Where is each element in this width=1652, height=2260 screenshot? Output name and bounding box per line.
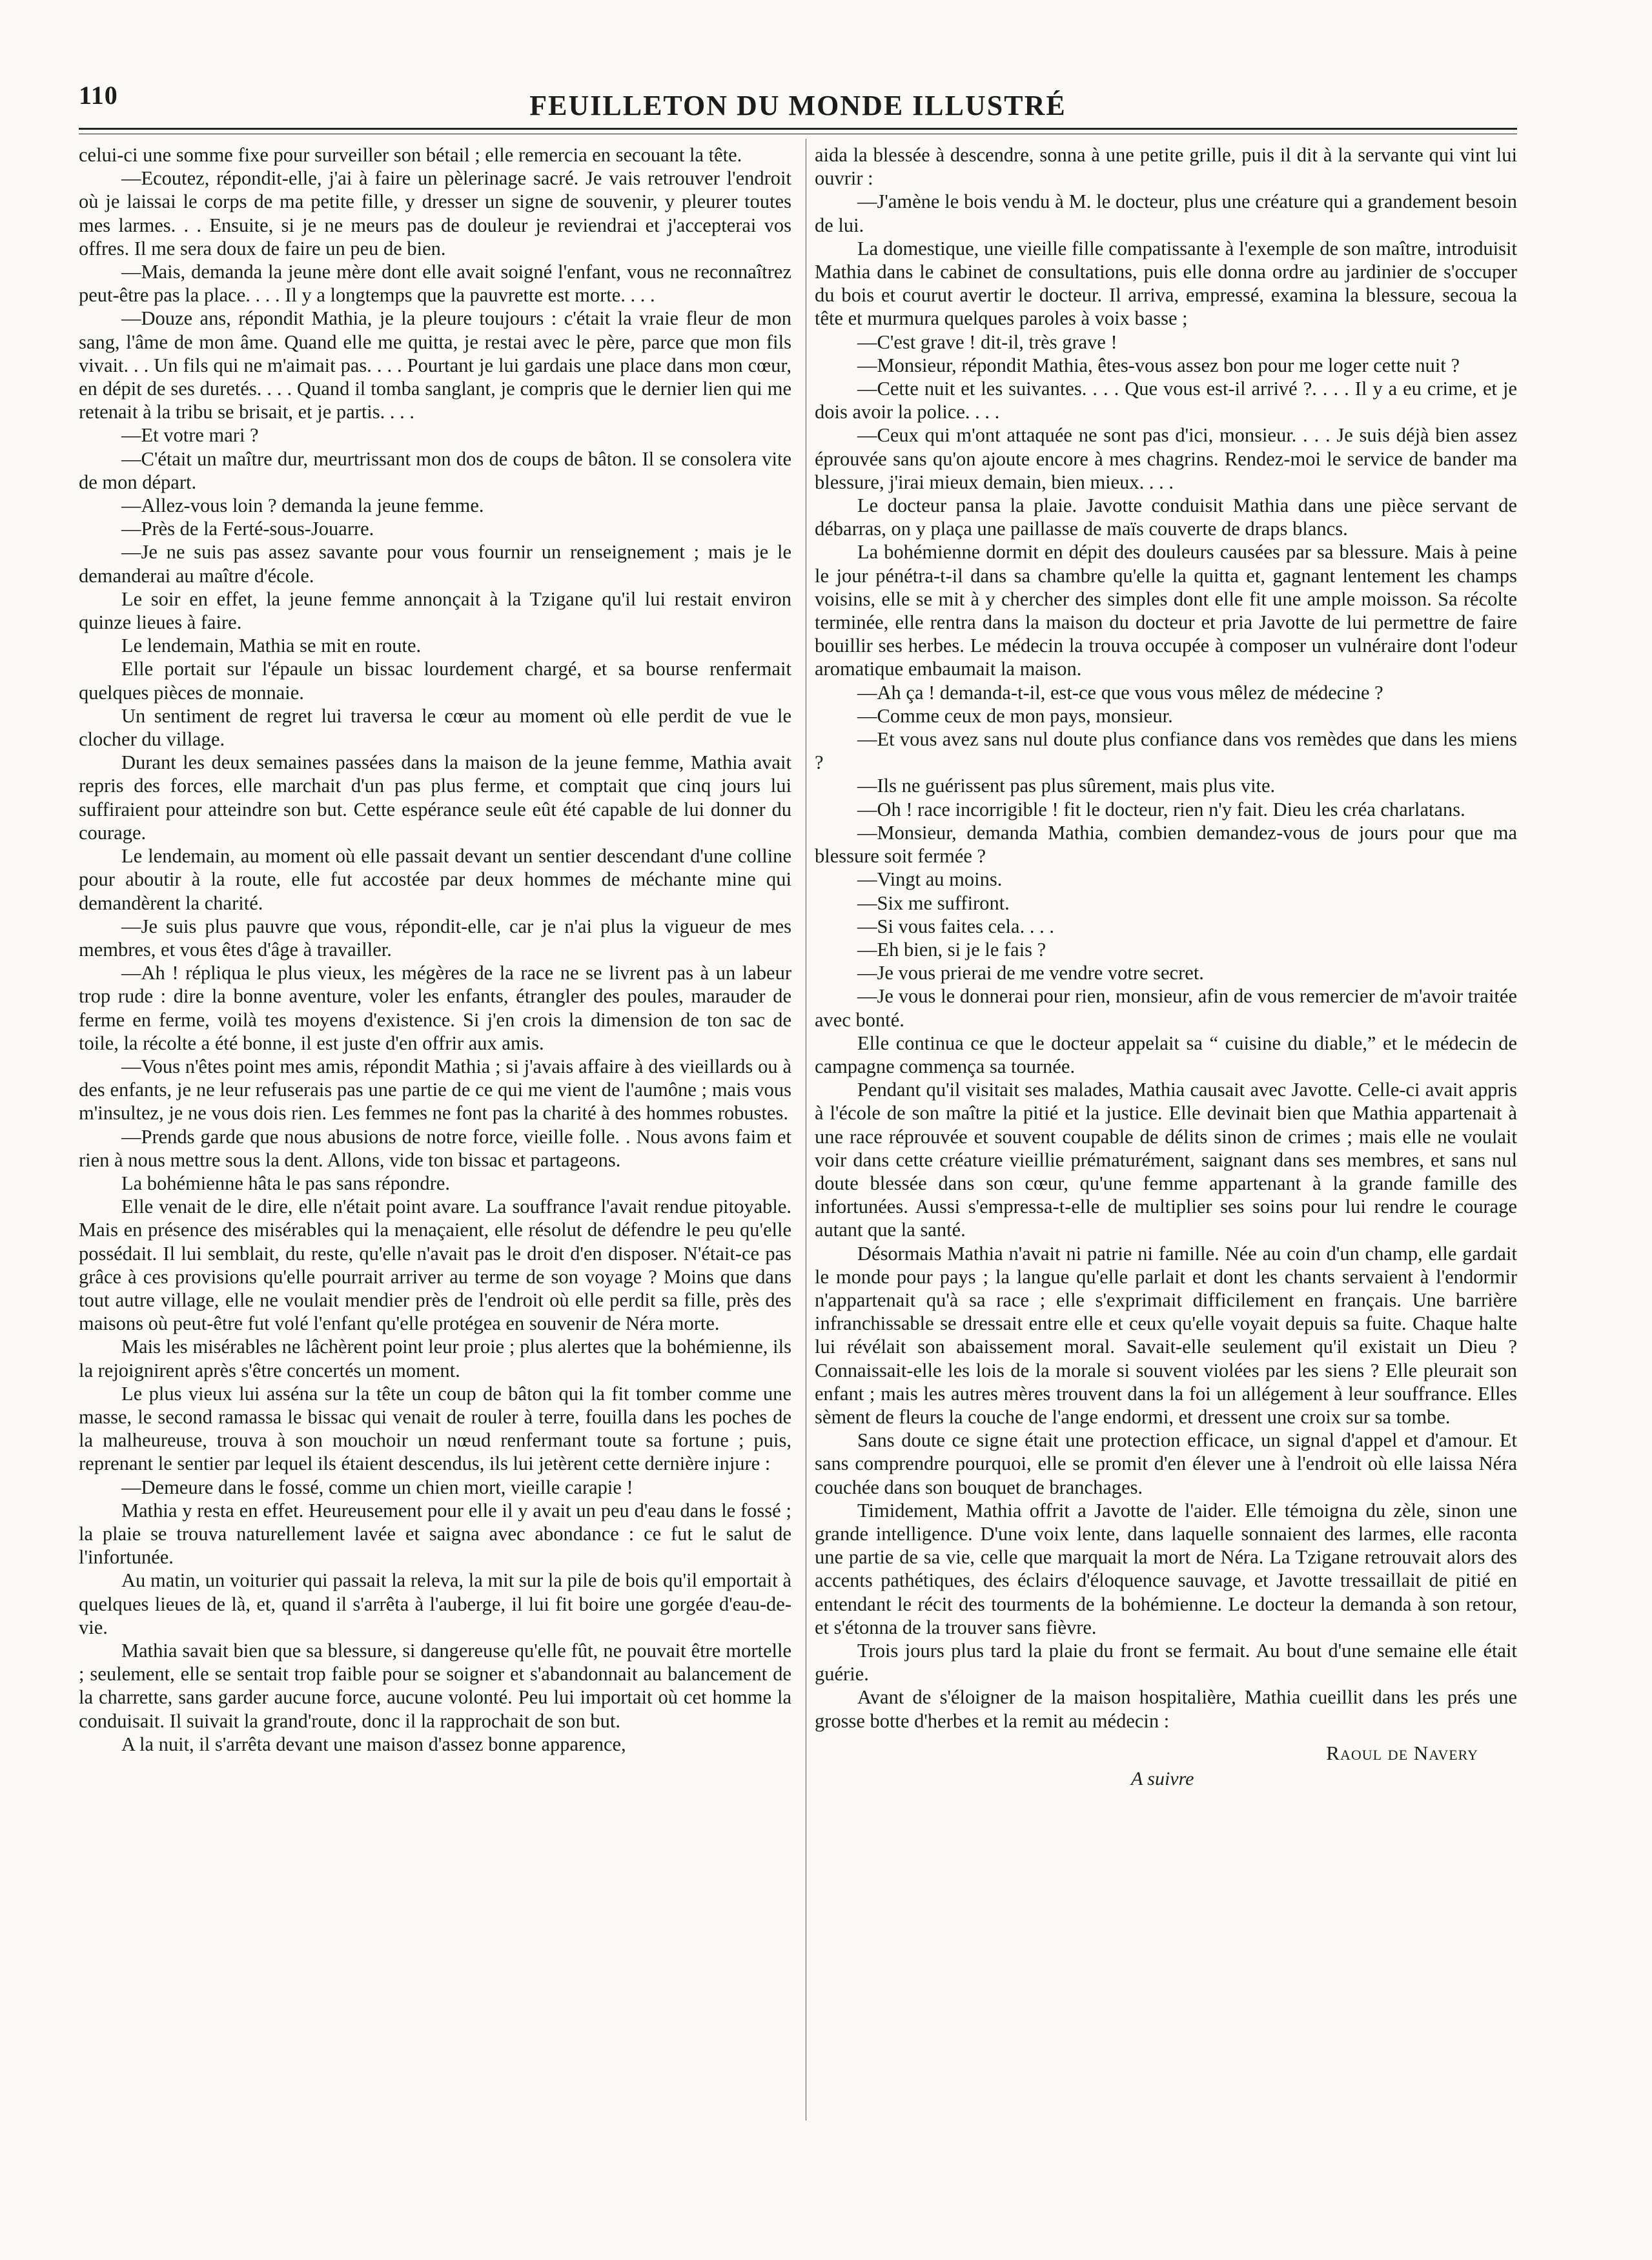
paragraph: Elle continua ce que le docteur appelait sa “ cuisine du diable,” et le médecin de campagne commença sa tournée. xyxy=(815,1032,1517,1077)
paragraph: —Monsieur, répondit Mathia, êtes-vous assez bon pour me loger cette nuit ? xyxy=(857,354,1460,376)
paragraph: Le docteur pansa la plaie. Javotte conduisit Mathia dans une pièce servant de débarras, on y plaça une paillasse de maïs couverte de draps blancs. xyxy=(815,494,1517,540)
paragraph: Un sentiment de regret lui traversa le cœur au moment où elle perdit de vue le clocher du village. xyxy=(79,704,791,751)
paragraph: —Et vous avez sans nul doute plus confiance dans vos remèdes que dans les miens ? xyxy=(815,728,1517,774)
paragraph: celui-ci une somme fixe pour surveiller son bétail ; elle remercia en secouant la tête. xyxy=(79,144,742,166)
paragraph: —Prends garde que nous abusions de notre force, vieille folle. . Nous avons faim et rien à nous mettre sous la dent. Allons, vide ton bissac et partageons. xyxy=(79,1125,791,1171)
paragraph: —Ah ça ! demanda-t-il, est-ce que vous vous mêlez de médecine ? xyxy=(857,681,1383,704)
paragraph: —J'amène le bois vendu à M. le docteur, plus une créature qui a grandement besoin de lui. xyxy=(815,190,1517,236)
paragraph: Mais les misérables ne lâchèrent point leur proie ; plus alertes que la bohémienne, ils la rejoignirent après s'être concertés un moment. xyxy=(79,1336,791,1381)
paragraph: Elle venait de le dire, elle n'était point avare. La souffrance l'avait rendue pitoyable. Mais en présence des misérables qui la menaçaient, elle résolut de défendre le peu qu'elle possédait. Il lui semblait, du reste, qu'elle n'avait pas le droit d'en disposer. N'était-ce pas grâce à ces provisions qu'elle pourrait arriver au terme de son voyage ? Moins que dans tout autre village, elle ne voulait mendier près de l'endroit où elle perdit sa fille, près des maisons où peut-être fut volé l'enfant qu'elle protégea en souvenir de Néra morte. xyxy=(79,1196,791,1335)
signoff xyxy=(815,1742,1517,1793)
paragraph: —Oh ! race incorrigible ! fit le docteur, rien n'y fait. Dieu les créa charlatans. xyxy=(857,798,1465,820)
paragraph: —C'est grave ! dit-il, très grave ! xyxy=(857,331,1117,353)
paragraph: La bohémienne hâta le pas sans répondre. xyxy=(121,1172,450,1194)
paragraph: Mathia y resta en effet. Heureusement pour elle il y avait un peu d'eau dans le fossé ; la plaie se trouva naturellement lavée et saigna avec abondance : ce fut le salut de l'infortunée. xyxy=(79,1499,791,1569)
paragraph: Elle portait sur l'épaule un bissac lourdement chargé, et sa bourse renfermait quelques pièces de monnaie. xyxy=(79,658,791,704)
paragraph: A la nuit, il s'arrêta devant une maison d'assez bonne apparence, xyxy=(121,1733,626,1755)
paragraph: —Je ne suis pas assez savante pour vous fournir un renseignement ; mais je le demanderai au maître d'école. xyxy=(79,541,791,587)
paragraph: La bohémienne dormit en dépit des douleurs causées par sa blessure. Mais à peine le jour pénétra-t-il dans sa chambre qu'elle la quitta et, gagnant lentement les champs voisins, elle se mit à y chercher des simples dont elle fit une ample moisson. Sa récolte terminée, elle rentra dans la maison du docteur et pria Javotte de lui permettre de faire bouillir ses herbes. Le médecin la trouva occupée à composer un vulnéraire dont l'odeur aromatique embaumait la maison. xyxy=(815,541,1517,680)
paragraph: Mathia savait bien que sa blessure, si dangereuse qu'elle fût, ne pouvait être mortelle ; seulement, elle se sentait trop faible pour se soigner et s'abandonnait au balancement de la charrette, sans garder aucune force, aucune volonté. Peu lui importait où cet homme la conduisait. Il suivait la grand'route, donc il la rapprochait de son but. xyxy=(79,1640,791,1732)
paragraph: —Ecoutez, répondit-elle, j'ai à faire un pèlerinage sacré. Je vais retrouver l'endroit où je laissai le corps de ma petite fille, y dresser un signe de souvenir, y pleurer toutes mes larmes. . . Ensuite, si je ne meurs pas de douleur je reviendrai et j'accepterai vos offres. Il me sera doux de faire un peu de bien. xyxy=(79,167,791,260)
left-column xyxy=(79,143,791,1756)
page-number: 110 xyxy=(79,81,118,110)
paragraph: —Vingt au moins. xyxy=(857,868,1003,891)
header-rule-thick xyxy=(79,128,1517,130)
paragraph: Timidement, Mathia offrit a Javotte de l'aider. Elle témoigna du zèle, sinon une grande intelligence. D'une voix lente, dans laquelle sonnaient des larmes, elle raconta une partie de sa vie, celle que marquait la mort de Néra. La Tzigane retrouvait alors des accents pathétiques, des éclairs d'éloquence sauvage, et Javotte tressaillait de pitié en entendant le récit des tourments de la bohémienne. Le docteur la demanda à son retour, et s'étonna de la trouver sans fièvre. xyxy=(815,1499,1517,1638)
paragraph: Le lendemain, au moment où elle passait devant un sentier descendant d'une colline pour aboutir à la route, elle fut accostée par deux hommes de méchante mine qui demandèrent la charité. xyxy=(79,845,791,914)
paragraph: —Douze ans, répondit Mathia, je la pleure toujours : c'était la vraie fleur de mon sang, l'âme de mon âme. Quand elle me quitta, je restai avec le père, parce que mon fils vivait. . . Un fils qui ne m'aimait pas. . . . Pourtant je lui gardais une place dans mon cœur, en dépit de ses duretés. . . . Quand il tomba sanglant, je compris que le dernier lien qui me retenait à la tribu se brisait, et je partis. . . . xyxy=(79,307,791,423)
paragraph: —Allez-vous loin ? demanda la jeune femme. xyxy=(121,494,484,517)
paragraph: —Ah ! répliqua le plus vieux, les mégères de la race ne se livrent pas à un labeur trop rude : dire la bonne aventure, voler les enfants, étrangler des poules, marauder de ferme en ferme, voilà tes moyens d'existence. Si j'en crois la dimension de ton sac de toile, la récolte a été bonne, il est juste d'en offrir aux amis. xyxy=(79,962,791,1054)
page-header xyxy=(79,76,1517,128)
paragraph: —Vous n'êtes point mes amis, répondit Mathia ; si j'avais affaire à des vieillards ou à des enfants, je ne leur refuserais pas une partie de ce qui me vient de l'aumône ; mais vous m'insultez, je ne vous dois rien. Les femmes ne font pas la charité à des hommes robustes. xyxy=(79,1055,791,1125)
paragraph: Avant de s'éloigner de la maison hospitalière, Mathia cueillit dans les prés une grosse botte d'herbes et la remit au médecin : xyxy=(815,1686,1517,1732)
paragraph: Le plus vieux lui asséna sur la tête un coup de bâton qui la fit tomber comme une masse, le second ramassa le bissac qui venait de rouler à terre, fouilla dans les poches de la malheureuse, trouva à son mouchoir un nœud renfermant toute sa fortune ; puis, reprenant le sentier par lequel ils étaient descendus, ils lui jetèrent cette dernière injure : xyxy=(79,1382,791,1475)
paragraph: —Six me suffiront. xyxy=(857,891,1010,914)
journal-title: FEUILLETON DU MONDE ILLUSTRÉ xyxy=(529,90,1066,121)
to-be-continued: A suivre xyxy=(1131,1767,1194,1789)
paragraph: Désormais Mathia n'avait ni patrie ni famille. Née au coin d'un champ, elle gardait le monde pour pays ; la langue qu'elle parlait et dont les chants servaient à l'endormir n'appartenait qu'à sa race ; elle s'exprimait difficilement en français. Une barrière infranchissable se dressait entre elle et ceux qu'elle voyait depuis sa fuite. Chaque halte lui révélait son abaissement moral. Savait-elle seulement qu'il existait un Dieu ? Connaissait-elle les lois de la morale si souvent violées par les siens ? Elle pleurait son enfant ; mais les autres mères trouvent dans la foi un allégement à leur souffrance. Elles sèment de fleurs la couche de l'ange endormi, et dressent une croix sur sa tombe. xyxy=(815,1242,1517,1428)
paragraph: —Et votre mari ? xyxy=(121,424,259,447)
paragraph: aida la blessée à descendre, sonna à une petite grille, puis il dit à la servante qui vint lui ouvrir : xyxy=(815,144,1517,190)
author-signature: Raoul de Navery xyxy=(1326,1741,1478,1764)
paragraph: Sans doute ce signe était une protection efficace, un signal d'appel et d'amour. Et sans comprendre pourquoi, elle se promit d'en élever une à l'endroit où elle laissa Néra couchée dans son bouquet de branchages. xyxy=(815,1429,1517,1498)
paragraph: —Près de la Ferté-sous-Jouarre. xyxy=(121,518,374,540)
right-column-paragraphs xyxy=(815,143,1517,1733)
paragraph: —Comme ceux de mon pays, monsieur. xyxy=(857,704,1173,727)
paragraph: —Mais, demanda la jeune mère dont elle avait soigné l'enfant, vous ne reconnaîtrez peut-être pas la place. . . . Il y a longtemps que la pauvrette est morte. . . . xyxy=(79,261,791,307)
paragraph: —Cette nuit et les suivantes. . . . Que vous est-il arrivé ?. . . . Il y a eu crime, et je dois avoir la police. . . . xyxy=(815,378,1517,423)
paragraph: Le lendemain, Mathia se mit en route. xyxy=(121,635,422,657)
paragraph: Trois jours plus tard la plaie du front se fermait. Au bout d'une semaine elle était guérie. xyxy=(815,1640,1517,1685)
paragraph: —C'était un maître dur, meurtrissant mon dos de coups de bâton. Il se consolera vite de mon départ. xyxy=(79,447,791,493)
paragraph: Au matin, un voiturier qui passait la releva, la mit sur la pile de bois qu'il emportait à quelques lieues de là, et, quand il s'arrêta à l'auberge, il lui fit boire une gorgée d'eau-de-vie. xyxy=(79,1569,791,1638)
paragraph: —Je vous prierai de me vendre votre secret. xyxy=(857,962,1204,984)
paragraph: —Ils ne guérissent pas plus sûrement, mais plus vite. xyxy=(857,775,1276,797)
paragraph: Le soir en effet, la jeune femme annonçait à la Tzigane qu'il lui restait environ quinze lieues à faire. xyxy=(79,587,791,634)
paragraph: —Ceux qui m'ont attaquée ne sont pas d'ici, monsieur. . . . Je suis déjà bien assez éprouvée sans qu'on ajoute encore à mes chagrins. Rendez-moi le service de bander ma blessure, j'irai mieux demain, bien mieux. . . . xyxy=(815,424,1517,493)
paragraph: Pendant qu'il visitait ses malades, Mathia causait avec Javotte. Celle-ci avait appris à l'école de son maître la pitié et la justice. Elle devinait bien que Mathia appartenait à une race réprouvée et souvent coupable de délits sinon de crimes ; mais elle ne voulait voir dans cette créature vieillie prématurément, saignant dans ses membres, et sans nul doute blessée dans son cœur, qu'une femme appartenant à la grande famille des infortunées. Aussi s'empressa-t-elle de multiplier ses soins pour lui rendre le courage autant que la santé. xyxy=(815,1079,1517,1241)
paragraph: —Eh bien, si je le fais ? xyxy=(857,938,1046,961)
paragraph: —Je vous le donnerai pour rien, monsieur, afin de vous remercier de m'avoir traitée avec bonté. xyxy=(815,985,1517,1031)
right-column xyxy=(815,143,1517,1793)
paragraph: La domestique, une vieille fille compatissante à l'exemple de son maître, introduisit Mathia dans le cabinet de consultations, puis elle donna ordre au jardinier de s'occuper du bois et courut avertir le docteur. Il arriva, empressé, examina la blessure, secoua la tête et murmura quelques paroles à voix basse ; xyxy=(815,237,1517,330)
paragraph: —Demeure dans le fossé, comme un chien mort, vieille carapie ! xyxy=(121,1476,633,1498)
paragraph: —Je suis plus pauvre que vous, répondit-elle, car je n'ai plus la vigueur de mes membres, et vous êtes d'âge à travailler. xyxy=(79,915,791,961)
paragraph: Durant les deux semaines passées dans la maison de la jeune femme, Mathia avait repris des forces, elle marchait d'un pas plus ferme, et comptait que cinq jours lui suffiraient pour atteindre son but. Cette espérance seule eût été capable de lui donner du courage. xyxy=(79,751,791,844)
paragraph: —Si vous faites cela. . . . xyxy=(857,915,1054,937)
paragraph: —Monsieur, demanda Mathia, combien demandez-vous de jours pour que ma blessure soit fermée ? xyxy=(815,821,1517,868)
